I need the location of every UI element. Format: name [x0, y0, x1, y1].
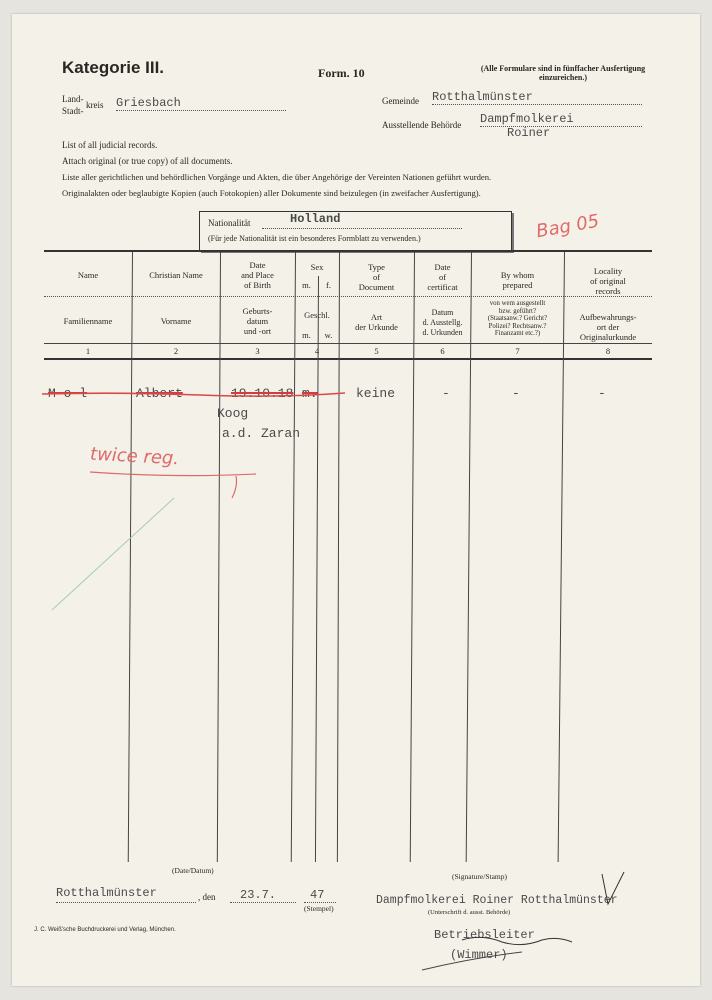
- col-1-num: 1: [85, 346, 91, 356]
- instruction-4: Originalakten oder beglaubigte Kopien (auch Fotokopien) aller Dokumente sind beizulegen (in zweifacher Ausfertigung).: [62, 188, 481, 198]
- col-4-sub-m: m.: [302, 280, 311, 290]
- col-1-de: Familienname: [63, 316, 113, 326]
- behoerde-value-1: Dampfmolkerei: [480, 112, 642, 127]
- col-2-en: Christian Name: [149, 270, 203, 280]
- col-2-num: 2: [173, 346, 179, 356]
- entry-birth-place-1: Koog: [217, 406, 249, 421]
- behoerde-value-2: Roiner: [507, 126, 551, 140]
- footer-name: (Wimmer): [450, 948, 508, 962]
- nationality-label: Nationalität: [208, 218, 251, 228]
- entry-birth-place-2: a.d. Zaran: [222, 426, 301, 441]
- handwritten-signature: [412, 930, 592, 976]
- footer-title: Betriebsleiter: [434, 928, 535, 942]
- col-3-num: 3: [255, 346, 260, 356]
- col-1-en: Name: [77, 270, 99, 280]
- category-title: Kategorie III.: [62, 58, 165, 77]
- entry-sex: m.: [302, 386, 318, 401]
- check-mark: [598, 870, 628, 910]
- form-sheet: [12, 14, 700, 986]
- col-7-num: 7: [515, 346, 520, 356]
- footer-date: 23.7.: [240, 888, 277, 902]
- handwritten-annotation: twice reg.: [89, 443, 180, 470]
- footer-signer: Dampfmolkerei Roiner Rotthalmünster: [376, 894, 618, 907]
- handwritten-stamp-mark: Bag 05: [534, 210, 601, 243]
- nationality-box: [199, 211, 512, 251]
- col-6-de: Datum d. Ausstellg. d. Urkunden: [422, 308, 463, 337]
- copies-note: (Alle Formulare sind in fünffacher Ausfertigung einzureichen.): [480, 64, 646, 82]
- signer-caption: (Unterschrift d. ausst. Behörde): [428, 909, 511, 916]
- instruction-2: Attach original (or true copy) of all documents.: [62, 156, 233, 166]
- entry-document-type: keine: [356, 386, 396, 401]
- gemeinde-value: Rotthalmünster: [432, 90, 642, 105]
- col-4-en: Sex: [310, 262, 324, 272]
- col-2-de: Vorname: [160, 316, 192, 326]
- col-4-sub-w-de: w.: [324, 330, 333, 340]
- form-number: Form. 10: [318, 66, 365, 80]
- landkreis-label-kreis: kreis: [86, 100, 104, 110]
- col-3-de: Geburts- datum und -ort: [242, 306, 273, 336]
- col-3-en: Date and Place of Birth: [241, 260, 274, 290]
- nationality-value: Holland: [290, 212, 341, 226]
- col-8-num: 8: [605, 346, 611, 356]
- footer-place: Rotthalmünster: [56, 886, 157, 900]
- footer-year: 47: [310, 888, 325, 902]
- col-4-sub-f: f.: [326, 280, 331, 290]
- col-7-de: von wem ausgestellt bzw. geführt? (Staatsanw.? Gericht? Polizei? Rechtsanw.? Finanzamt etc.?): [487, 300, 548, 337]
- signature-caption: (Signature/Stamp): [452, 872, 507, 881]
- gemeinde-label: Gemeinde: [382, 96, 419, 106]
- col-8-en: Locality of original records: [590, 266, 626, 296]
- nationality-note: (Für jede Nationalität ist ein besonderes Formblatt zu verwenden.): [208, 234, 421, 243]
- col-5-num: 5: [374, 346, 379, 356]
- printer-imprint: J. C. Weiß'sche Buchdruckerei und Verlag, München.: [34, 927, 176, 933]
- entry-prepared-by: -: [512, 386, 520, 401]
- col-5-de: Art der Urkunde: [355, 312, 398, 332]
- entry-christian-name: Albert: [136, 386, 183, 401]
- red-strike-line: [40, 388, 350, 400]
- instruction-1: List of all judicial records.: [62, 140, 158, 150]
- col-4-num: 4: [314, 346, 320, 356]
- date-caption: (Date/Datum): [172, 866, 214, 875]
- col-6-num: 6: [440, 346, 445, 356]
- entry-date-cert: -: [442, 386, 450, 401]
- entry-locality: -: [598, 386, 606, 401]
- col-7-en: By whom prepared: [500, 270, 535, 290]
- col-4-sub-m-de: m.: [302, 330, 311, 340]
- stempel-caption: (Stempel): [304, 904, 334, 913]
- col-8-de: Aufbewahrungs- ort der Originalurkunde: [579, 312, 637, 342]
- landkreis-label-land: Land-: [62, 94, 84, 104]
- col-5-en: Type of Document: [358, 262, 395, 292]
- behoerde-label: Ausstellende Behörde: [382, 120, 462, 130]
- instruction-3: Liste aller gerichtlichen und behördlichen Vorgänge und Akten, die über Angehörige der Vereinten Nationen geführt wurden.: [62, 172, 492, 182]
- col-4-de: Geschl.: [304, 310, 330, 320]
- footer-den: , den: [198, 892, 216, 902]
- stadt-label: Stadt-: [62, 106, 84, 116]
- entry-name: M o l: [48, 386, 88, 401]
- landkreis-value: Griesbach: [116, 96, 286, 111]
- faint-diagonal-mark: [48, 494, 178, 614]
- col-6-en: Date of certificat: [427, 262, 458, 292]
- entry-birth-date: 19.10.18: [231, 386, 294, 401]
